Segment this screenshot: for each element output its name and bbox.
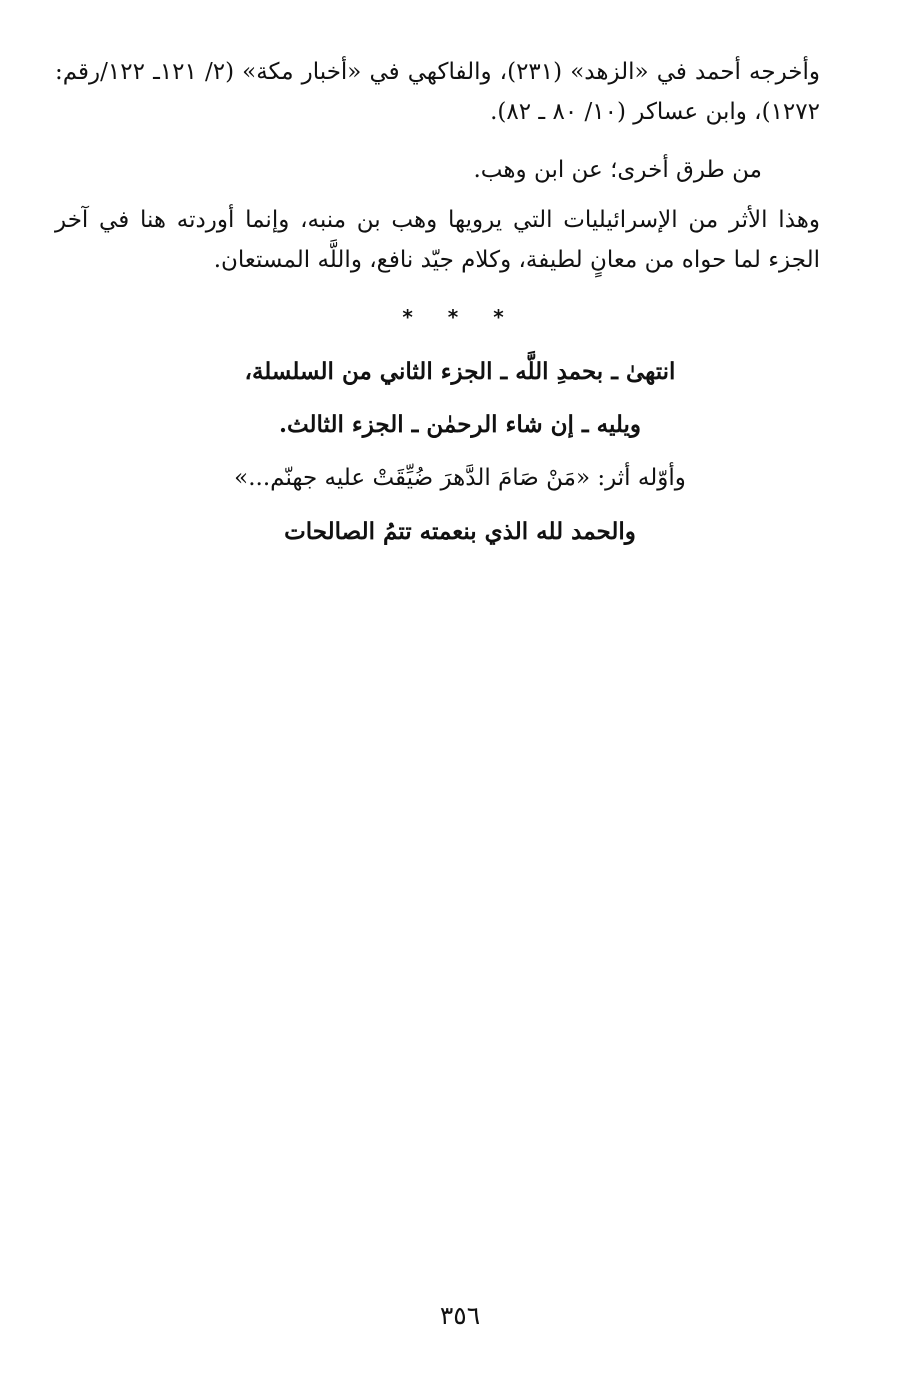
ending-line-first-athar: وأوّله أثر: «مَنْ صَامَ الدَّهرَ ضُيِّقَتْ عليه جهنّم...» — [234, 465, 686, 491]
section-separator: * * * — [402, 305, 518, 329]
page-number: ٣٥٦ — [439, 1301, 481, 1330]
ending-line-praise: والحمد لله الذي بنعمته تتمُ الصالحات — [284, 518, 636, 545]
ending-line-next-part: ويليه ـ إن شاء الرحمٰن ـ الجزء الثالث. — [278, 411, 642, 438]
other-routes-paragraph: من طرق أخرى؛ عن ابن وهب. — [473, 157, 762, 183]
ending-line-completed: انتهىٰ ـ بحمدِ اللَّه ـ الجزء الثاني من السلسلة، — [244, 358, 676, 385]
takhrij-paragraph: وأخرجه أحمد في «الزهد» (٢٣١)، والفاكهي في «أخبار مكة» (٢/ ١٢١ـ ١٢٢/رقم: ١٢٧٢)، وابن عساكر (١٠/ ٨٠ ـ ٨٢). — [55, 59, 820, 125]
commentary-paragraph: وهذا الأثر من الإسرائيليات التي يرويها وهب بن منبه، وإنما أوردته هنا في آخر الجزء لما حواه من معانٍ لطيفة، وكلام جيّد نافع، واللَّه المستعان. — [55, 207, 820, 273]
